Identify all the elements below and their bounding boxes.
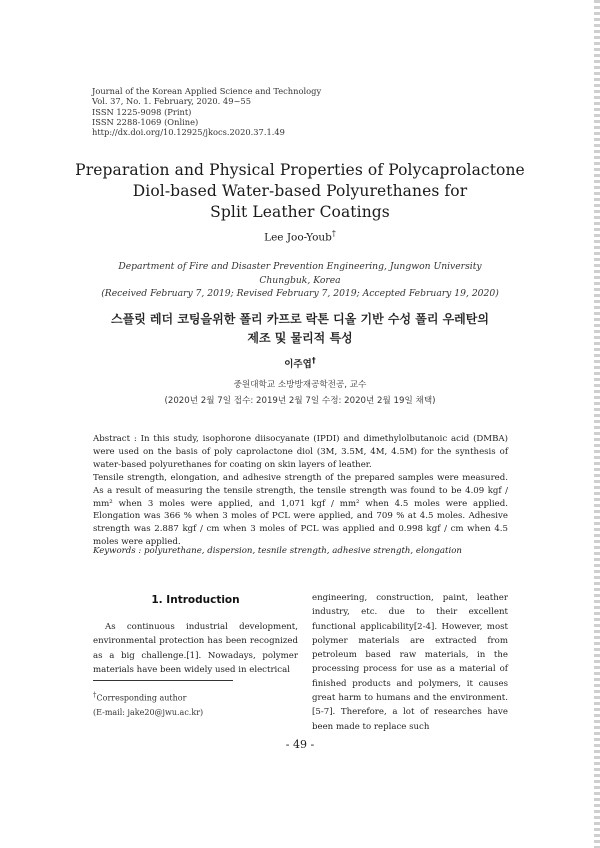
journal-name: Journal of the Korean Applied Science and Technology	[92, 86, 322, 96]
korean-author-name: 이주엽	[284, 359, 312, 371]
author-line	[0, 229, 600, 244]
body-column-right	[312, 591, 508, 734]
korean-affiliation-line: 중원대학교 소방방재공학전공, 교수	[233, 380, 367, 390]
body-paragraph: As continuous industrial development, environmental protection has been recognized as a big challenge.[1]. Nowadays, polymer materials have been widely used in electrical	[93, 622, 298, 675]
page-edge-border	[594, 0, 600, 848]
affiliation	[0, 260, 600, 301]
korean-title-line: 제조 및 물리적 특성	[247, 331, 353, 345]
section-heading-introduction: 1. Introduction	[151, 594, 240, 606]
footnote	[93, 688, 203, 721]
title-line: Diol-based Water-based Polyurethanes for	[132, 182, 468, 200]
journal-header	[92, 86, 321, 137]
abstract-paragraph	[93, 433, 508, 472]
footnote-corresponding	[93, 688, 203, 706]
affiliation-line: Chungbuk, Korea	[259, 274, 341, 286]
korean-affiliation	[0, 378, 600, 409]
footnote-label: Corresponding author	[96, 693, 187, 703]
author-mark: †	[331, 229, 336, 238]
author-name: Lee Joo-Youb	[264, 231, 332, 244]
korean-author-mark: †	[311, 356, 316, 365]
journal-volume: Vol. 37, No. 1. February, 2020. 49~55	[92, 96, 251, 107]
korean-title	[0, 310, 600, 348]
journal-issn-print: ISSN 1225-9098 (Print)	[92, 106, 192, 117]
affiliation-line: Department of Fire and Disaster Prevention Engineering, Jungwon University	[118, 261, 482, 272]
abstract	[93, 433, 508, 549]
title-line: Preparation and Physical Properties of Polycaprolactone	[75, 161, 525, 179]
abstract-paragraph: Tensile strength, elongation, and adhesive strength of the prepared samples were measured. As a result of measuring the tensile strength, the tensile strength was found to be 4.09 kgf / mm² when 3 moles were applied, and 1,071 kgf / mm² when 4.5 moles were applied. Elongation was 366 % when 3 moles of PCL were applied, and 709 % at 4.5 moles. Adhesive strength was 2.887 kgf / cm when 3 moles of PCL was applied and 0.998 kgf / cm when 4.5 moles were applied.	[93, 472, 508, 548]
footnote-mark: †	[93, 691, 97, 699]
footnote-email: (E-mail: jake20@jwu.ac.kr)	[93, 708, 204, 718]
journal-issn-online: ISSN 2288-1069 (Online)	[92, 116, 199, 127]
abstract-text: In this study, isophorone diisocyanate (IPDI) and dimethylolbutanoic acid (DMBA) were used on the basis of poly caprolactone diol (3M, 3.5M, 4M, 4.5M) for the synthesis of water-based polyurethanes for coating on skin layers of leather.	[93, 434, 508, 470]
abstract-label: Abstract :	[93, 434, 141, 444]
korean-received-dates: (2020년 2월 7일 접수: 2019년 2월 7일 수정: 2020년 2월 19일 채택)	[164, 395, 436, 406]
body-paragraph: engineering, construction, paint, leather industry, etc. due to their excellent functional applicability[2-4]. However, most polymer materials are extracted from petroleum based raw materials, in the processing process for use as a material of finished products and polymers, it causes great harm to humans and the environment.[5-7]. Therefore, a lot of researches have been made to replace such	[312, 593, 508, 732]
paper-title	[0, 160, 600, 223]
footnote-divider	[93, 680, 233, 681]
body-column-left	[93, 620, 298, 677]
received-dates: (Received February 7, 2019; Revised February 7, 2019; Accepted February 19, 2020)	[101, 288, 499, 299]
page-number: - 49 -	[285, 738, 315, 751]
title-line: Split Leather Coatings	[210, 203, 390, 221]
korean-title-line: 스플릿 레더 코팅을위한 폴리 카프로 락톤 디올 기반 수성 폴리 우레탄의	[111, 312, 489, 326]
keywords: Keywords : polyurethane, dispersion, tesnile strength, adhesive strength, elongation	[93, 546, 462, 556]
korean-author-line	[0, 356, 600, 370]
journal-doi: http://dx.doi.org/10.12925/jkocs.2020.37.1.49	[92, 127, 285, 138]
